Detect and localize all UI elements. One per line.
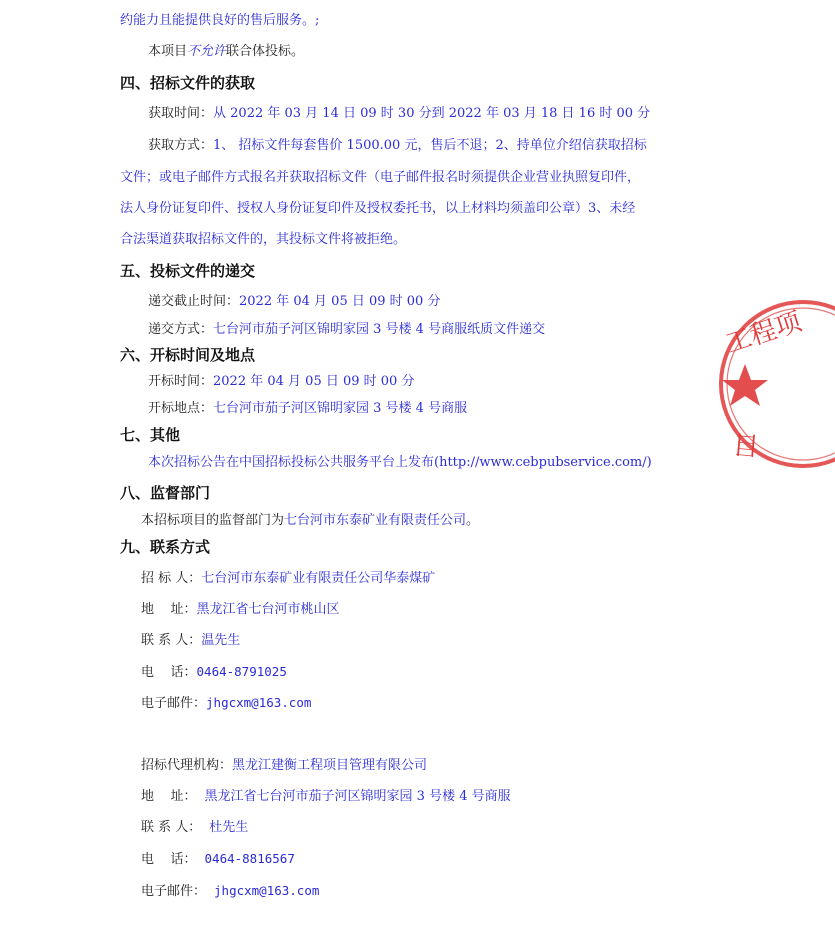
tenderer-contact-label: 联 系 人： [141,633,202,648]
acquire-method-line-1 [148,137,647,155]
tenderer-address-label: 地 址： [141,602,197,617]
opening-place-label: 开标地点： [148,401,214,416]
submit-method-value: 七台河市茄子河区锦明家园 3 号楼 4 号商服纸质文件递交 [213,322,546,337]
seal-bottom-text: 目 [731,427,761,460]
tenderer-name-line [141,570,435,588]
submit-method-label: 递交方式： [148,322,214,337]
submit-deadline-value: 2022 年 04 月 05 日 09 时 00 分 [239,294,441,309]
consortium-value: 不允许 [187,44,227,59]
consortium-line [148,43,304,61]
agency-phone-value: 0464-8816567 [204,851,295,866]
consortium-prefix: 本项目 [148,44,188,59]
opening-time-label: 开标时间： [148,374,214,389]
tenderer-email-label: 电子邮件： [141,696,207,711]
submit-method-line [148,321,545,339]
agency-address-value: 黑龙江省七台河市茄子河区锦明家园 3 号楼 4 号商服 [204,789,511,804]
company-seal-icon [715,296,835,476]
acquire-method-text-3: 法人身份证复印件、授权人身份证复印件及授权委托书，以上材料均须盖印公章）3、未经 [120,201,636,216]
opening-time-value: 2022 年 04 月 05 日 09 时 00 分 [213,374,415,389]
acquire-time-label: 获取时间： [148,106,214,121]
submit-deadline-line [148,293,440,311]
acquire-time-value: 从 2022 年 03 月 14 日 09 时 30 分到 2022 年 03 月 18 日 16 时 00 分 [213,106,651,121]
agency-email-line [141,882,319,901]
section-heading-8: 八、监督部门 [120,484,211,502]
tenderer-address-line [141,601,340,619]
opening-place-value: 七台河市茄子河区锦明家园 3 号楼 4 号商服 [213,401,468,416]
tenderer-name-value: 七台河市东泰矿业有限责任公司华泰煤矿 [201,571,436,586]
opening-time-line [148,373,414,391]
supervision-suffix: 。 [466,513,480,528]
section-heading-5: 五、投标文件的递交 [120,262,256,280]
acquire-method-text-1: 1、 招标文件每套售价 1500.00 元，售后不退；2、持单位介绍信获取招标 [213,138,647,153]
consortium-suffix: 联合体投标。 [226,44,305,59]
agency-contact-line [141,819,248,837]
tenderer-contact-line [141,632,240,650]
continuation-text: 约能力且能提供良好的售后服务。; [120,13,320,28]
agency-name-label: 招标代理机构： [141,758,233,773]
section-heading-6: 六、开标时间及地点 [120,346,256,364]
acquire-method-text-2: 文件；或电子邮件方式报名并获取招标文件（电子邮件报名时须提供企业营业执照复印件， [120,170,641,185]
section-heading-7: 七、其他 [120,426,181,444]
agency-phone-line [141,850,295,869]
supervision-value: 七台河市东泰矿业有限责任公司 [284,513,467,528]
agency-phone-label: 电 话： [141,852,197,867]
tenderer-phone-label: 电 话： [141,665,197,680]
acquire-method-label: 获取方式： [148,138,214,153]
section-heading-4: 四、招标文件的获取 [120,74,256,92]
agency-name-value: 黑龙江建衡工程项目管理有限公司 [232,758,428,773]
acquire-method-text-4: 合法渠道获取招标文件的，其投标文件将被拒绝。 [120,232,407,247]
agency-contact-label: 联 系 人： [141,820,202,835]
tenderer-name-label: 招 标 人： [141,571,202,586]
tenderer-address-value: 黑龙江省七台河市桃山区 [196,602,340,617]
agency-email-label: 电子邮件： [141,884,207,899]
section-heading-9: 九、联系方式 [120,538,211,556]
tenderer-contact-value: 温先生 [201,633,241,648]
acquire-time-line [148,105,650,123]
tenderer-email-line [141,694,311,713]
agency-address-label: 地 址： [141,789,197,804]
agency-contact-value: 杜先生 [209,820,249,835]
supervision-line [141,512,479,530]
agency-name-line [141,757,427,775]
seal-top-text: 工程项 [721,306,806,360]
opening-place-line [148,400,467,418]
tenderer-email-value[interactable]: jhgcxm@163.com [206,695,312,710]
agency-email-value[interactable]: jhgcxm@163.com [214,883,320,898]
other-notice-text: 本次招标公告在中国招标投标公共服务平台上发布(http://www.cebpubservice.com/) [148,455,652,470]
supervision-prefix: 本招标项目的监督部门为 [141,513,285,528]
tenderer-phone-value: 0464-8791025 [196,664,287,679]
agency-address-line [141,788,511,806]
submit-deadline-label: 递交截止时间： [148,294,240,309]
tenderer-phone-line [141,663,287,682]
